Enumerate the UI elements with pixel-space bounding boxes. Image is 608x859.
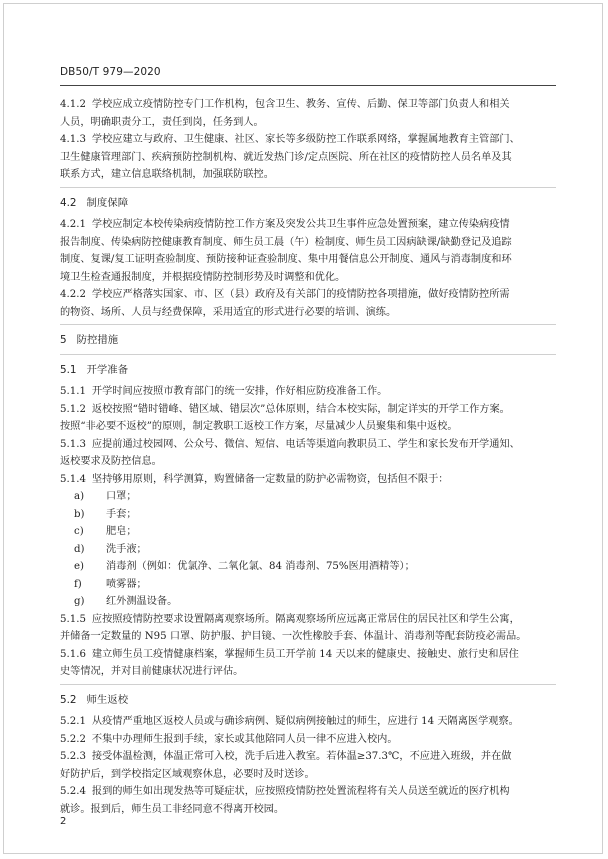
list-item-text: 喷雾器； <box>106 578 147 590</box>
section-divider <box>60 354 556 355</box>
clause-text-line: 制度、复课/复工证明查验制度、预防接种证查验制度、集中用餐信息公开制度、通风与消毒制度和环 <box>60 254 512 265</box>
list-item <box>74 523 556 541</box>
section-heading <box>60 332 556 350</box>
section-divider <box>60 324 556 325</box>
clause-text-line: 返校要求及防控信息。 <box>60 456 162 467</box>
clause-number: 5.1.4 <box>60 473 86 485</box>
clause-number: 5.1.2 <box>60 403 86 415</box>
section-number: 4.2 <box>60 196 77 209</box>
clause-text-line: 按照“非必要不返校”的原则，制定教职工返校工作方案，尽量减少人员聚集和集中返校。 <box>60 421 458 432</box>
clause-text: 学校应建立与政府、卫生健康、社区、家长等多级防控工作联系网络，掌握属地教育主管部门、 <box>91 134 520 145</box>
section-heading <box>60 362 556 380</box>
clause-text-line: 境卫生检查通报制度，并根据疫情防控制形势及时调整和优化。 <box>60 271 346 283</box>
section-title: 制度保障 <box>86 196 129 209</box>
clause-paragraph <box>60 436 556 454</box>
section-number: 5.2 <box>60 693 77 706</box>
clause-text: 坚持够用原则，科学测算，购置储备一定数量的防护必需物资，包括但不限于： <box>91 473 449 485</box>
clause-text: 开学时间应按照市教育部门的统一安排，作好相应防疫准备工作。 <box>91 386 388 397</box>
list-item <box>74 506 556 524</box>
clause-number: 4.1.2 <box>60 99 86 110</box>
list-item-label: a) <box>74 491 85 502</box>
clause-paragraph <box>60 383 556 401</box>
list-item <box>74 576 556 594</box>
clause-paragraph <box>60 471 556 489</box>
clause-number: 5.2.3 <box>60 751 86 762</box>
clause-number: 5.2.2 <box>60 733 86 745</box>
clause-text: 学校应成立疫情防控专门工作机构，包含卫生、教务、宣传、后勤、保卫等部门负责人和相关 <box>91 99 510 110</box>
clause-paragraph <box>60 216 556 234</box>
clause-text-line: 的物资、场所、人员与经费保障，采用适宜的形式进行必要的培训、演练。 <box>60 306 397 318</box>
clause-paragraph <box>60 783 556 801</box>
clause-text: 应按照疫情防控要求设置隔离观察场所。隔离观察场所应远离正常居住的居民社区和学生公寓， <box>91 613 520 625</box>
document-body <box>60 96 556 818</box>
clause-text: 从疫情严重地区返校人员或与确诊病例、疑似病例接触过的师生，应进行 14 天隔离医学观察。 <box>91 716 519 727</box>
clause-text-line: 报告制度、传染病防控健康教育制度、师生员工晨（午）检制度、师生员工因病缺课/缺勤登记及追踪 <box>60 236 512 248</box>
list-item <box>74 558 556 576</box>
clause-number: 5.2.1 <box>60 716 86 727</box>
clause-paragraph <box>60 131 556 149</box>
clause-number: 5.1.3 <box>60 438 86 450</box>
clause-text: 学校应制定本校传染病疫情防控工作方案及突发公共卫生事件应急处置预案，建立传染病疫情 <box>91 219 510 230</box>
clause-text-line: 并储备一定数量的 N95 口罩、防护服、护目镜、一次性橡胶手套、体温计、消毒剂等配套防疫必需品。 <box>60 631 527 642</box>
list-item-label: c) <box>74 526 84 537</box>
clause-number: 5.1.1 <box>60 386 86 397</box>
section-divider <box>60 187 556 188</box>
clause-number: 4.2.1 <box>60 219 86 230</box>
list-item-label: d) <box>74 543 85 555</box>
clause-text: 学校应严格落实国家、市、区（县）政府及有关部门的疫情防控各项措施，做好疫情防控所需 <box>91 289 510 300</box>
list-item-text: 肥皂； <box>106 526 137 537</box>
header-rule <box>60 85 556 86</box>
list-item-label: b) <box>74 508 85 520</box>
clause-number: 4.1.3 <box>60 134 86 145</box>
list-item <box>74 593 556 611</box>
list-item-text: 洗手液； <box>106 543 147 555</box>
clause-number: 5.2.4 <box>60 786 86 797</box>
list-item-label: e) <box>74 561 85 572</box>
clause-text-line: 就诊。报到后，师生员工非经同意不得离开校园。 <box>60 803 285 815</box>
clause-text: 接受体温检测，体温正常可入校，洗手后进入教室。若体温≥37.3℃，不应进入班级，并在做 <box>91 751 512 762</box>
clause-number: 5.1.6 <box>60 648 86 660</box>
section-title: 防控措施 <box>76 334 119 346</box>
clause-text: 建立师生员工疫情健康档案，掌握师生员工开学前 14 天以来的健康史、接触史、旅行史和居住 <box>91 648 519 660</box>
section-title: 师生返校 <box>86 693 129 706</box>
section-title: 开学准备 <box>86 363 129 376</box>
clause-number: 5.1.5 <box>60 613 86 625</box>
clause-text-line: 卫生健康管理部门、疾病预防控制机构、就近发热门诊/定点医院、所在社区的疫情防控人员名单及其 <box>60 151 512 163</box>
section-number: 5.1 <box>60 363 77 376</box>
clause-paragraph <box>60 713 556 731</box>
list-item <box>74 541 556 559</box>
clause-paragraph <box>60 646 556 664</box>
list-item-text: 手套； <box>106 508 137 520</box>
clause-text-line: 联系方式，建立信息联络机制，加强联防联控。 <box>60 169 274 180</box>
list-item-label: g) <box>74 596 85 607</box>
clause-paragraph <box>60 96 556 114</box>
clause-text: 不集中办理师生报到手续，家长或其他陪同人员一律不应进入校内。 <box>91 733 398 745</box>
clause-text: 返校按照“错时错峰、错区域、错层次”总体原则，结合本校实际，制定详实的开学工作方案。 <box>91 403 510 415</box>
page-number: 2 <box>60 816 67 827</box>
list-item-text: 消毒剂（例如：优氯净、二氧化氯、84 消毒剂、75%医用酒精等）； <box>106 561 415 572</box>
section-heading <box>60 195 556 213</box>
list-item-text: 口罩； <box>106 491 137 502</box>
clause-text-line: 好防护后，到学校指定区域观察休息，必要时及时送诊。 <box>60 768 315 780</box>
document-code: DB50/T 979—2020 <box>60 66 161 78</box>
section-divider <box>60 684 556 685</box>
clause-number: 4.2.2 <box>60 289 86 300</box>
clause-paragraph <box>60 731 556 749</box>
list-item <box>74 488 556 506</box>
clause-text: 报到的师生如出现发热等可疑症状，应按照疫情防控处置流程将有关人员送至就近的医疗机构 <box>91 786 510 797</box>
clause-text-line: 人员，明确职责分工，责任到岗，任务到人。 <box>60 116 264 128</box>
clause-paragraph <box>60 748 556 766</box>
clause-paragraph <box>60 401 556 419</box>
clause-text-line: 史等情况，并对目前健康状况进行评估。 <box>60 666 244 677</box>
section-number: 5 <box>60 334 67 346</box>
clause-text: 应提前通过校园网、公众号、微信、短信、电话等渠道向教职员工、学生和家长发布开学通知、 <box>91 438 520 450</box>
clause-paragraph <box>60 286 556 304</box>
list-item-text: 红外测温设备。 <box>106 596 178 607</box>
section-heading <box>60 692 556 710</box>
list-item-label: f) <box>74 578 82 590</box>
clause-paragraph <box>60 611 556 629</box>
